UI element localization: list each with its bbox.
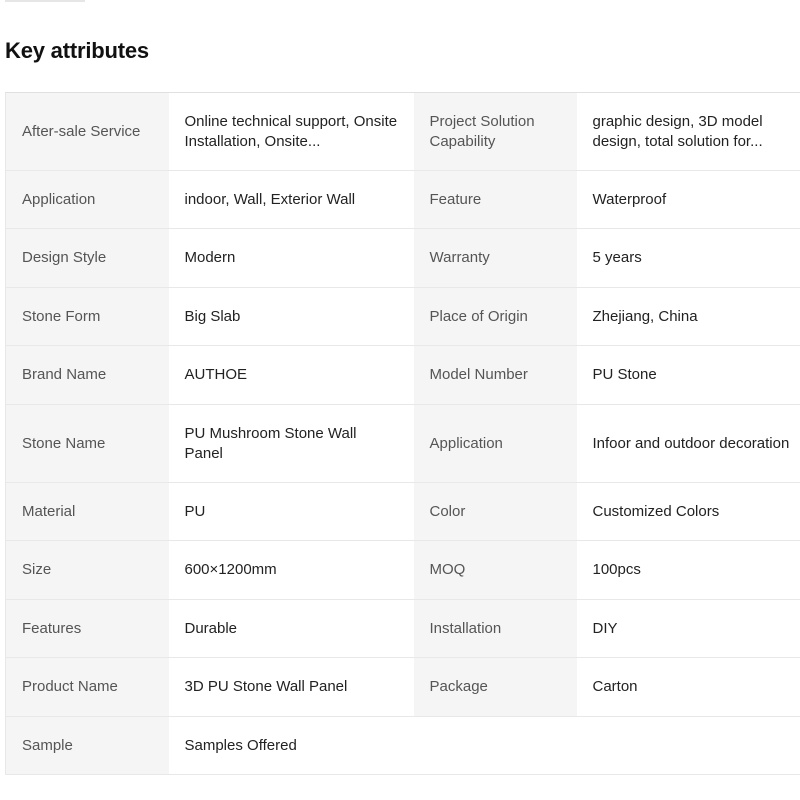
- attribute-value: indoor, Wall, Exterior Wall: [169, 171, 414, 229]
- attribute-value: Infoor and outdoor decoration: [577, 405, 800, 483]
- attribute-label: Sample: [6, 717, 169, 775]
- table-row: [6, 229, 800, 288]
- attribute-label: Design Style: [6, 229, 169, 288]
- table-row: [6, 483, 800, 541]
- attribute-value: 100pcs: [577, 541, 800, 600]
- attribute-label-text: Project Solution Capability: [429, 112, 535, 150]
- attribute-label: After-sale Service: [6, 93, 169, 171]
- attribute-label: Product Name: [6, 658, 169, 717]
- attribute-label: Brand Name: [6, 346, 169, 405]
- table-row: [6, 541, 800, 600]
- top-divider: [5, 0, 85, 2]
- attribute-label: Application: [414, 405, 577, 483]
- attribute-label: Warranty: [414, 229, 577, 288]
- attribute-value: 3D PU Stone Wall Panel: [169, 658, 414, 717]
- attribute-value: Customized Colors: [577, 483, 800, 541]
- attribute-label: Size: [6, 541, 169, 600]
- attribute-value: Durable: [169, 600, 414, 658]
- key-attributes-table: [5, 92, 800, 775]
- attribute-value-text: PU Mushroom Stone Wall Panel: [184, 424, 357, 462]
- attribute-value: Zhejiang, China: [577, 288, 800, 346]
- attribute-value: 5 years: [577, 229, 800, 288]
- table-row: [6, 600, 800, 658]
- attribute-value: [169, 405, 414, 483]
- table-row: [6, 658, 800, 717]
- attribute-label: Feature: [414, 171, 577, 229]
- attribute-value: [169, 93, 414, 171]
- attribute-label: Package: [414, 658, 577, 717]
- attribute-label: MOQ: [414, 541, 577, 600]
- attribute-label: Color: [414, 483, 577, 541]
- attribute-label: Stone Name: [6, 405, 169, 483]
- attribute-label: Installation: [414, 600, 577, 658]
- table-row: [6, 93, 800, 171]
- attribute-value: Samples Offered: [169, 717, 414, 775]
- attribute-label: Model Number: [414, 346, 577, 405]
- table-row: [6, 717, 800, 775]
- table-row: [6, 405, 800, 483]
- attribute-value: [577, 93, 800, 171]
- empty-cell: [577, 717, 800, 775]
- attribute-value: 600×1200mm: [169, 541, 414, 600]
- attribute-label: [414, 93, 577, 171]
- attribute-label: Application: [6, 171, 169, 229]
- attribute-value: AUTHOE: [169, 346, 414, 405]
- table-row: [6, 346, 800, 405]
- attribute-label: Stone Form: [6, 288, 169, 346]
- section-title: Key attributes: [5, 38, 149, 63]
- attribute-value: Carton: [577, 658, 800, 717]
- attribute-label: Features: [6, 600, 169, 658]
- attribute-value: Waterproof: [577, 171, 800, 229]
- attribute-value: PU: [169, 483, 414, 541]
- attribute-value-text: Online technical support, Onsite Installation, Onsite...: [184, 112, 398, 150]
- table-row: [6, 288, 800, 346]
- table-row: [6, 171, 800, 229]
- empty-cell: [414, 717, 577, 775]
- attribute-value-text: graphic design, 3D model design, total solution for...: [592, 112, 763, 150]
- attribute-label: Place of Origin: [414, 288, 577, 346]
- attribute-value: Modern: [169, 229, 414, 288]
- attribute-value: Big Slab: [169, 288, 414, 346]
- attribute-value: DIY: [577, 600, 800, 658]
- attribute-label: Material: [6, 483, 169, 541]
- attribute-value: PU Stone: [577, 346, 800, 405]
